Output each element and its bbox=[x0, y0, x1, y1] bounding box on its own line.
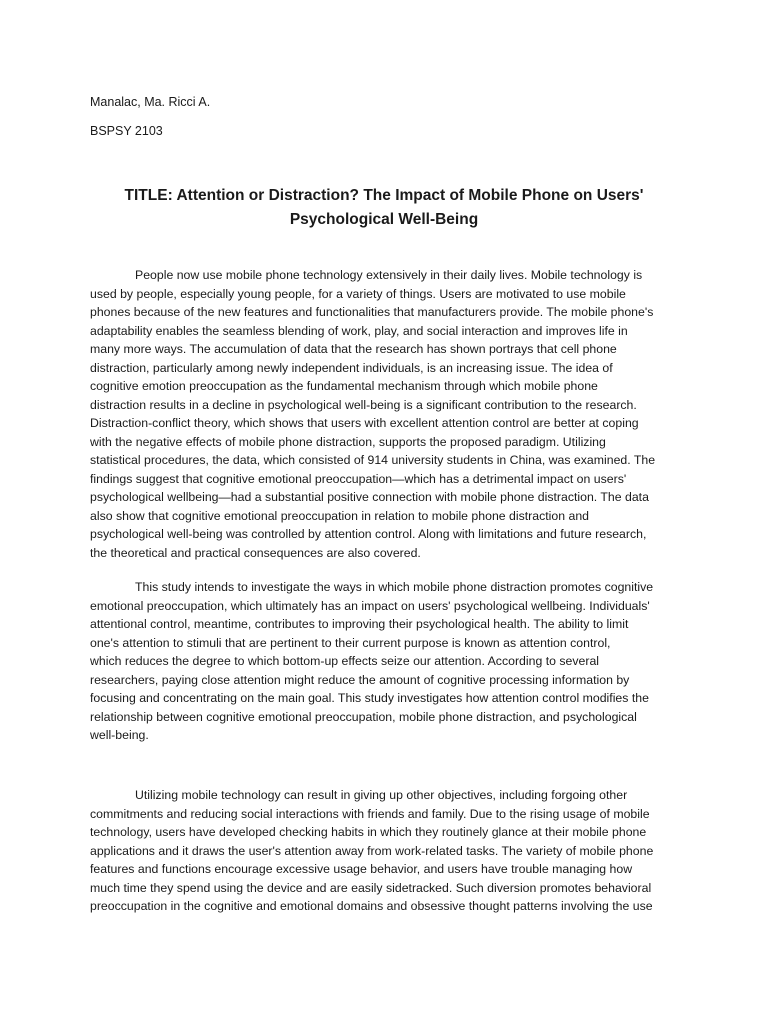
author-name: Manalac, Ma. Ricci A. bbox=[90, 95, 211, 109]
paragraph-line: emotional preoccupation, which ultimately has an impact on users' psychological wellbeing. Individuals' bbox=[90, 598, 650, 613]
body-paragraph bbox=[90, 266, 690, 562]
paragraph-line: cognitive emotion preoccupation as the fundamental mechanism through which mobile phone bbox=[90, 379, 598, 393]
paragraph-line: This study intends to investigate the ways in which mobile phone distraction promotes cognitive bbox=[135, 580, 654, 594]
paragraph-line: relationship between cognitive emotional preoccupation, mobile phone distraction, and psychological bbox=[90, 709, 637, 724]
paragraph-line: also show that cognitive emotional preoccupation in relation to mobile phone distraction and bbox=[90, 508, 590, 523]
paragraph-line: adaptability enables the seamless blending of work, play, and social interaction and improves life in bbox=[90, 323, 628, 338]
paragraph-line: features and functions encourage excessive usage behavior, and users have trouble managing how bbox=[90, 862, 633, 876]
paragraph-line: technology, users have developed checking habits in which they routinely glance at their mobile phone bbox=[90, 825, 647, 839]
paragraph-line: researchers, paying close attention might reduce the amount of cognitive processing information by bbox=[90, 672, 630, 687]
paragraph-line: with the negative effects of mobile phone distraction, supports the proposed paradigm. Utilizing bbox=[90, 434, 606, 449]
paragraph-line: the theoretical and practical consequences are also covered. bbox=[90, 545, 421, 560]
paragraph-line: phones because of the new features and functionalities that manufacturers provide. The mobile phone's bbox=[90, 305, 654, 319]
course-section: BSPSY 2103 bbox=[90, 124, 163, 138]
paragraph-line: distraction, particularly among newly independent individuals, is an increasing issue. The idea of bbox=[90, 360, 613, 375]
body-paragraph bbox=[90, 578, 690, 745]
paragraph-line: much time they spend using the device and are easily sidetracked. Such diversion promotes behavioral bbox=[90, 880, 652, 895]
paragraph-line: attentional control, meantime, contributes to improving their psychological health. The ability to limit bbox=[90, 617, 629, 631]
paragraph-line: distraction results in a decline in psychological well-being is a significant contribution to the research. bbox=[90, 397, 637, 412]
paragraph-line: preoccupation in the cognitive and emotional domains and obsessive thought patterns involving the use bbox=[90, 899, 653, 913]
paragraph-line: focusing and concentrating on the main goal. This study investigates how attention control modifies the bbox=[90, 691, 649, 705]
paragraph-line: statistical procedures, the data, which consisted of 914 university students in China, was examined. The bbox=[90, 453, 656, 467]
body-paragraph bbox=[90, 786, 690, 916]
title-line: Psychological Well-Being bbox=[289, 211, 479, 228]
paragraph-line: which reduces the degree to which bottom-up effects seize our attention. According to several bbox=[90, 654, 600, 668]
title-line: TITLE: Attention or Distraction? The Impact of Mobile Phone on Users' bbox=[124, 187, 644, 204]
paragraph-line: well-being. bbox=[90, 728, 149, 742]
paragraph-line: applications and it draws the user's attention away from work-related tasks. The variety of mobile phone bbox=[90, 843, 654, 858]
paragraph-line: used by people, especially young people, for a variety of things. Users are motivated to use mobile bbox=[90, 286, 626, 301]
paragraph-line: People now use mobile phone technology extensively in their daily lives. Mobile technology is bbox=[135, 268, 643, 282]
paragraph-line: Utilizing mobile technology can result in giving up other objectives, including forgoing other bbox=[135, 788, 628, 802]
paragraph-line: one's attention to stimuli that are pertinent to their current purpose is known as attention control, bbox=[90, 635, 611, 650]
paragraph-line: psychological wellbeing—had a substantial positive connection with mobile phone distraction. The data bbox=[90, 490, 649, 504]
paragraph-line: psychological well-being was controlled by attention control. Along with limitations and future research, bbox=[90, 527, 647, 541]
paragraph-line: findings suggest that cognitive emotional preoccupation—which has a detrimental impact on users' bbox=[90, 471, 627, 486]
paragraph-line: commitments and reducing social interactions with friends and family. Due to the rising usage of mobile bbox=[90, 806, 650, 821]
paragraph-line: Distraction-conflict theory, which shows that users with excellent attention control are better at coping bbox=[90, 416, 639, 430]
paragraph-line: many more ways. The accumulation of data that the research has shown portrays that cell phone bbox=[90, 342, 617, 356]
paper-title bbox=[90, 184, 678, 232]
